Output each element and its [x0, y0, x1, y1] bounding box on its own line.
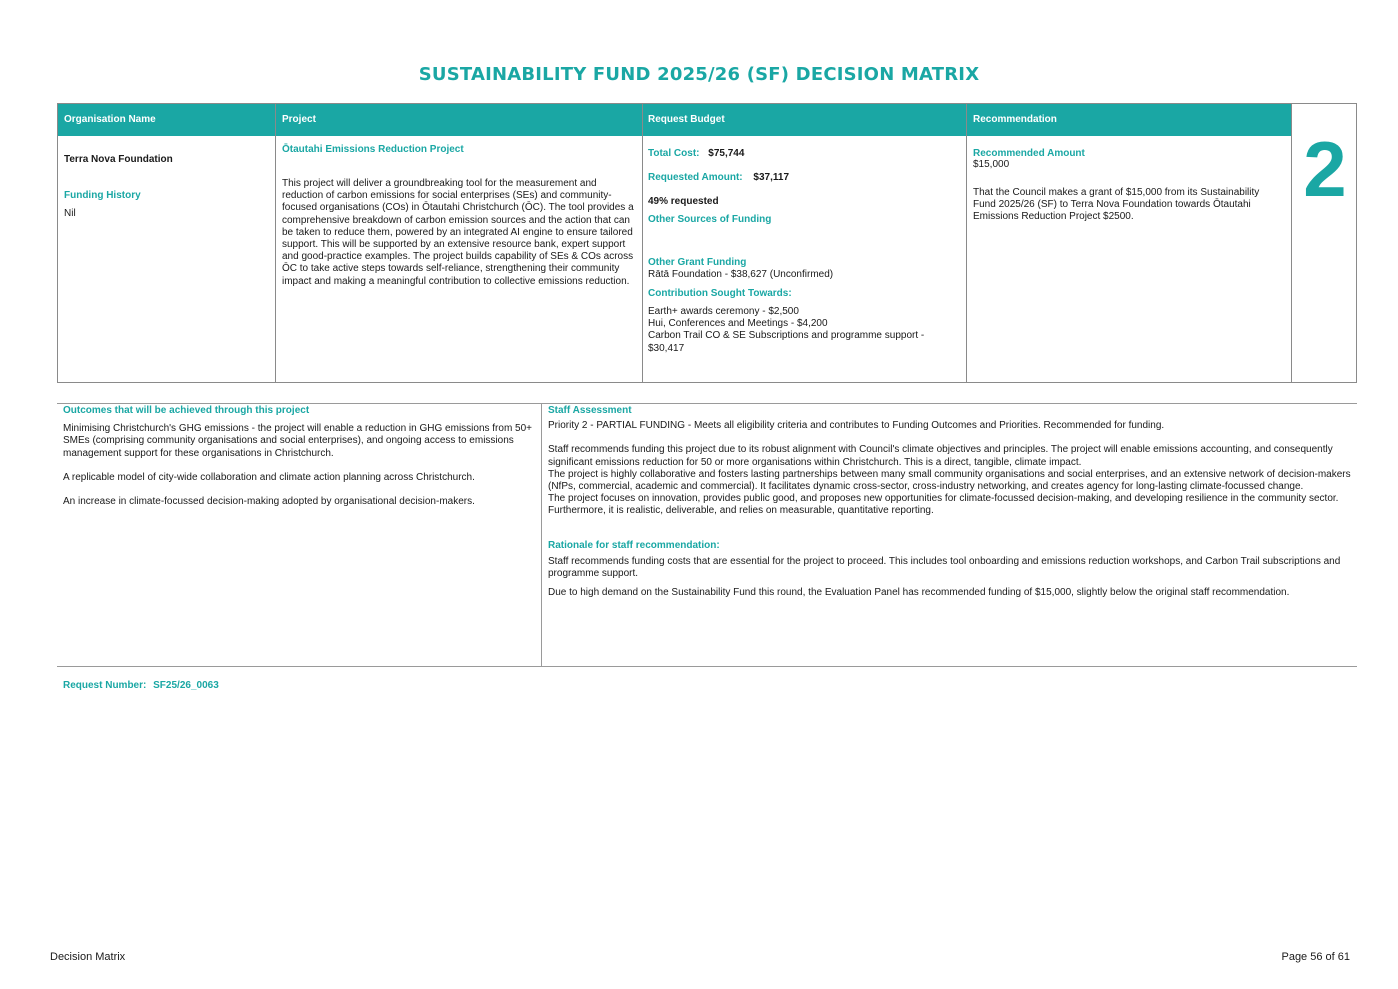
request-number-value: SF25/26_0063 — [153, 680, 219, 691]
footer-document-name: Decision Matrix — [50, 951, 126, 963]
project-title: Ōtautahi Emissions Reduction Project — [282, 144, 464, 155]
total-cost-label: Total Cost: — [648, 148, 700, 159]
column-divider — [966, 104, 967, 382]
rationale-label: Rationale for staff recommendation: — [548, 539, 720, 551]
staff-paragraph: Furthermore, it is realistic, deliverable, and relies on measurable, quantitative reporting. — [548, 505, 934, 517]
section-divider — [57, 403, 1357, 404]
contribution-item: Earth+ awards ceremony - $2,500 — [648, 306, 799, 317]
project-description: This project will deliver a groundbreaking tool for the measurement and reduction of carbon emissions for social enterprises (SEs) and community-focused organisations (COs) in Ōtautahi Christchurch (ŌC). The tool provides a comprehensive breakdown of carbon emission sources and the action that can be taken to reduce them, powered by an integrated AI engine to ensure tailored support. This will be supported by an extensive resource bank, expert support and good-practice examples. The project builds capability of SEs & COs across ŌC to take active steps towards self-reliance, strengthening their community impact and making a meaningful contribution to collective emissions reduction. — [282, 178, 634, 287]
column-divider — [275, 104, 276, 382]
organisation-name: Terra Nova Foundation — [64, 154, 173, 165]
decision-matrix-table — [57, 103, 1357, 383]
outcome-item: Minimising Christchurch's GHG emissions - the project will enable a reduction in GHG emissions from 50+ SMEs (comprising community organisations and social enterprises), and ongoing access to emissions management support for these organisations in Christchurch. — [63, 423, 533, 459]
recommendation-cell — [973, 144, 1281, 224]
request-number — [63, 680, 219, 691]
percent-requested: 49% requested — [648, 196, 719, 207]
request-number-label: Request Number: — [63, 680, 147, 691]
section-divider — [541, 403, 542, 667]
funding-history-value: Nil — [64, 208, 76, 219]
recommended-amount-value: $15,000 — [973, 159, 1010, 170]
total-cost-value: $75,744 — [708, 148, 745, 159]
staff-paragraph: The project focuses on innovation, provides public good, and proposes new opportunities for climate-focussed decision-making, and developing resilience in the community sector. — [548, 493, 1339, 505]
staff-paragraph: Staff recommends funding this project due to its robust alignment with Council's climate objectives and principles. The project will enable emissions accounting, and consequently significant emissions reduction for 50 or more organisations within Christchurch. This is a direct, tangible, climate impact. — [548, 444, 1333, 468]
header-project: Project — [276, 104, 642, 136]
project-cell — [282, 144, 638, 288]
staff-assessment-label: Staff Assessment — [548, 405, 632, 416]
header-organisation: Organisation Name — [58, 104, 276, 136]
staff-paragraph: The project is highly collaborative and fosters lasting partnerships between many small community organisations and social enterprises, and an extensive network of decision-makers (NfPs, commercial, academic and commercial). It facilitates dynamic cross-sector, cross-industry networking, and creates agency for long-lasting climate-focussed change. — [548, 468, 1351, 493]
footer-page-number: Page 56 of 61 — [1281, 951, 1350, 963]
header-budget: Request Budget — [642, 104, 967, 136]
contribution-item: Carbon Trail CO & SE Subscriptions and programme support - $30,417 — [648, 330, 925, 354]
recommendation-text: That the Council makes a grant of $15,000 from its Sustainability Fund 2025/26 (SF) to Terra Nova Foundation towards Ōtautahi Emissions Reduction Project $2500. — [973, 187, 1260, 223]
column-divider — [642, 104, 643, 382]
header-recommendation: Recommendation — [967, 104, 1292, 136]
requested-amount-value: $37,117 — [753, 172, 790, 183]
outcome-item: A replicable model of city-wide collaboration and climate action planning across Christchurch. — [63, 471, 475, 483]
page-title: SUSTAINABILITY FUND 2025/26 (SF) DECISION MATRIX — [418, 64, 980, 85]
outcomes-section — [63, 405, 539, 508]
contribution-label: Contribution Sought Towards: — [648, 288, 792, 299]
staff-assessment-section — [548, 405, 1352, 599]
other-sources-label: Other Sources of Funding — [648, 214, 772, 225]
recommended-amount-label: Recommended Amount — [973, 148, 1085, 159]
rationale-paragraph: Due to high demand on the Sustainability Fund this round, the Evaluation Panel has recommended funding of $15,000, slightly below the original staff recommendation. — [548, 587, 1290, 599]
rationale-paragraph: Staff recommends funding costs that are essential for the project to proceed. This includes tool onboarding and emissions reduction workshops, and Carbon Trail subscriptions and programme support. — [548, 555, 1341, 580]
outcome-item: An increase in climate-focussed decision-making adopted by organisational decision-makers. — [63, 496, 475, 508]
section-divider — [57, 666, 1357, 667]
other-grant-value: Rātā Foundation - $38,627 (Unconfirmed) — [648, 269, 834, 280]
requested-amount-label: Requested Amount: — [648, 172, 743, 183]
budget-cell — [648, 144, 954, 355]
contribution-item: Hui, Conferences and Meetings - $4,200 — [648, 318, 828, 330]
other-grant-label: Other Grant Funding — [648, 257, 747, 268]
organisation-cell — [64, 144, 270, 219]
priority-number: 2 — [1303, 125, 1347, 213]
funding-history-label: Funding History — [64, 190, 141, 201]
outcomes-label: Outcomes that will be achieved through this project — [63, 405, 310, 416]
staff-priority: Priority 2 - PARTIAL FUNDING - Meets all eligibility criteria and contributes to Funding Outcomes and Priorities. Recommended for funding. — [548, 420, 1165, 432]
